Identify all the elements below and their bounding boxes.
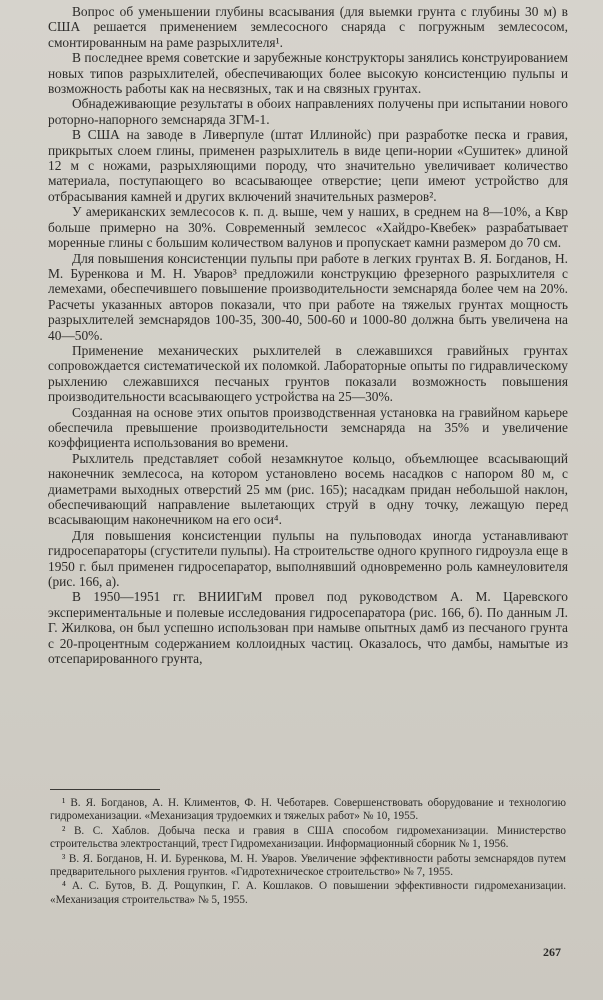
paragraph-10: Для повышения консистенции пульпы на пульповодах иногда устанавливают гидросепараторы (сгустители пульпы). На строительстве одного крупного гидроузла еще в 1950 г. был применен гидросепаратор, выполнявший одновременно роль камнеуловителя (рис. 166, а). [48, 527, 568, 590]
footnote-4: ⁴ А. С. Бутов, В. Д. Рощупкин, Г. А. Кошлаков. О повышении эффективности гидромеханизации. «Механизация строительства» № 5, 1955. [50, 880, 566, 906]
paragraph-6: Для повышения консистенции пульпы при работе в легких грунтах В. Я. Богданов, Н. М. Буренкова и М. Н. Уваров³ предложили конструкцию фрезерного разрыхлителя с лемехами, обеспечившего повышение производительности земснаряда более чем на 20%. Расчеты указанных авторов показали, что при работе на тяжелых грунтах мощность разрыхлителей земснарядов 100-35, 300-40, 500-60 и 1000-80 должна быть увеличена на 40—50%. [48, 250, 568, 343]
paragraph-8: Созданная на основе этих опытов производственная установка на гравийном карьере обеспечила превышение производительности земснаряда на 35% и увеличение коэффициента использования во времени. [48, 404, 568, 451]
body-text [48, 4, 568, 666]
footnote-divider [50, 789, 160, 790]
footnote-1: ¹ В. Я. Богданов, А. Н. Климентов, Ф. Н. Чеботарев. Совершенствовать оборудование и технологию гидромеханизации. «Механизация трудоемких и тяжелых работ» № 10, 1955. [50, 797, 566, 823]
paragraph-7: Применение механических рыхлителей в слежавшихся гравийных грунтах сопровождается систематической их поломкой. Лабораторные опыты по гидравлическому рыхлению слежавшихся песчаных грунтов показали возможность повышения производительности всасывающего устройства на 25—30%. [48, 342, 568, 405]
page-number: 267 [543, 945, 561, 959]
paragraph-9: Рыхлитель представляет собой незамкнутое кольцо, объемлющее всасывающий наконечник землесоса, на котором установлено восемь насадков с напором 80 м, с диаметрами выходных отверстий 25 мм (рис. 165); насадкам придан небольшой наклон, обеспечивающий направление вылетающих струй в одну точку, лежащую перед всасывающим наконечником на его оси⁴. [48, 450, 568, 528]
footnote-2: ² В. С. Хаблов. Добыча песка и гравия в США способом гидромеханизации. Министерство строительства электростанций, трест Гидромеханизации. Информационный сборник № 1, 1956. [50, 824, 566, 851]
paragraph-2: В последнее время советские и зарубежные конструкторы занялись конструированием новых типов разрыхлителей, обеспечивающих более высокую консистенцию пульпы и возможность работы как на несвязных, так и на связных грунтах. [48, 50, 568, 97]
paragraph-3: Обнадеживающие результаты в обоих направлениях получены при испытании нового роторно-напорного земснаряда ЗГМ-1. [48, 96, 568, 127]
footnotes [50, 797, 566, 908]
paragraph-1: Вопрос об уменьшении глубины всасывания (для выемки грунта с глубины 30 м) в США решается применением землесосного снаряда с погружным землесосом, смонтированным на раме разрыхлителя¹. [48, 4, 568, 50]
footnote-3: ³ В. Я. Богданов, Н. И. Буренкова, М. Н. Уваров. Увеличение эффективности работы земснарядов путем предварительного рыхления грунтов. «Гидротехническое строительство» № 7, 1955. [50, 852, 566, 879]
paragraph-11: В 1950—1951 гг. ВНИИГиМ провел под руководством А. М. Царевского экспериментальные и полевые исследования гидросепаратора (рис. 166, б). По данным Л. Г. Жилкова, он был успешно использован при намыве опытных дамб из песчаного грунта с 20-процентным содержанием коллоидных частиц. Оказалось, что дамбы, намытые из отсепарированного грунта, [48, 589, 568, 667]
paragraph-5: У американских землесосов к. п. д. выше, чем у наших, в среднем на 8—10%, а Kвр больше примерно на 30%. Современный землесос «Хайдро-Квебек» разрабатывает моренные глины с большим количеством валунов и пропускает камни размером до 70 см. [48, 204, 568, 251]
paragraph-4: В США на заводе в Ливерпуле (штат Иллинойс) при разработке песка и гравия, прикрытых слоем глины, применен разрыхлитель в виде цепи-нории «Сушитек» длиной 12 м с ножами, разрыхляющими породу, что значительно увеличивает количество материала, поступающего во всасывающее отверстие; цепи имеют устройство для отбрасывания камней и других включений значительных размеров². [48, 127, 568, 204]
